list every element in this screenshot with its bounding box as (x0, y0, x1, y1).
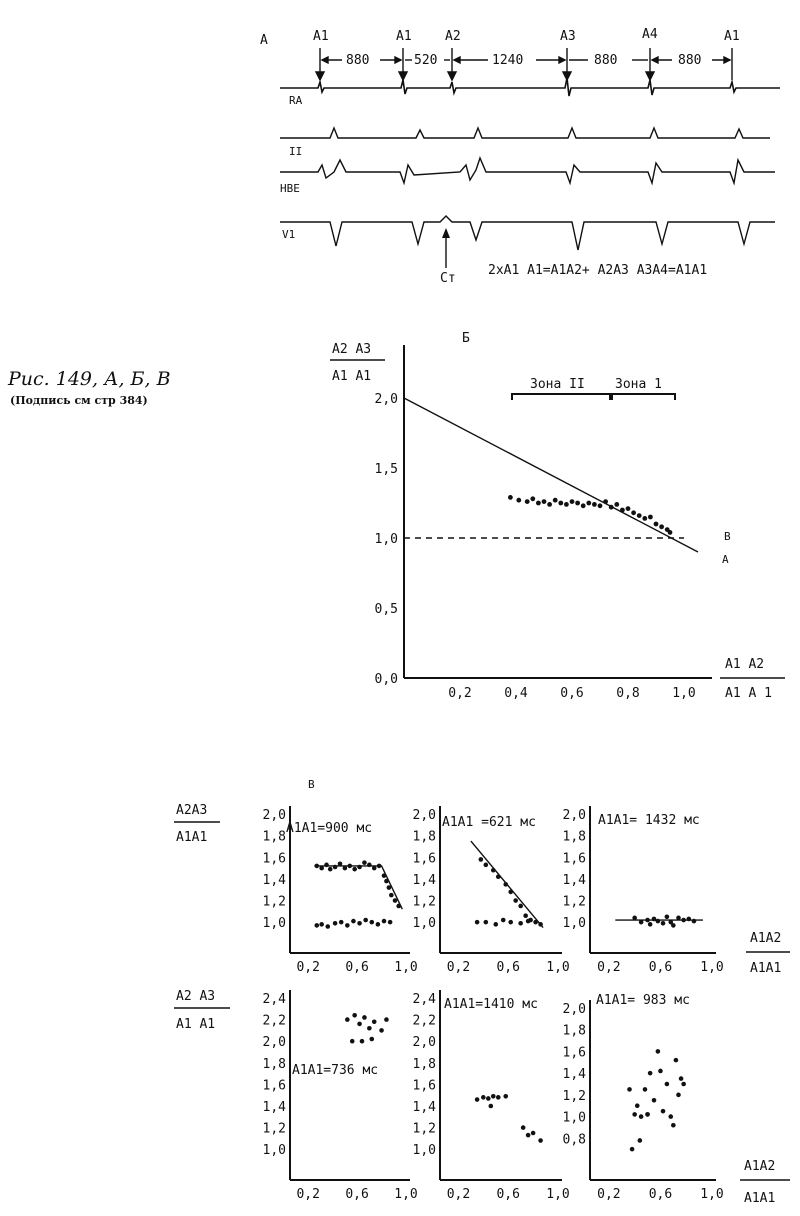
small-plot-y-tick: 1,6 (562, 851, 586, 867)
small-plot-x-tick: 0,2 (597, 960, 621, 975)
data-point (345, 923, 350, 928)
panel-c-ylabel2-bottom: A1 A1 (176, 1017, 216, 1032)
data-point (376, 922, 381, 927)
data-point (692, 919, 697, 924)
small-plot-x-tick: 0,6 (648, 960, 673, 975)
small-plot-x-tick: 0,6 (345, 960, 369, 975)
data-point (648, 515, 653, 520)
small-plot-y-tick: 1,2 (262, 894, 286, 910)
data-point (570, 499, 575, 504)
small-plot-x-tick: 0,2 (446, 1187, 471, 1202)
trace-v1 (280, 216, 775, 250)
panel-b-xlabel-top: A1 A2 (725, 657, 765, 672)
line-a-label: A (722, 553, 729, 566)
data-point (382, 919, 387, 924)
small-plot-label: A1A1= 1432 мс (598, 813, 700, 828)
interval-value: 880 (594, 53, 618, 68)
data-point (654, 522, 659, 527)
data-point (564, 502, 569, 507)
data-point (658, 1069, 663, 1074)
panel-a-label: А (260, 33, 268, 48)
small-plot-label: A1A1=1410 мс (444, 997, 538, 1012)
data-point (533, 920, 538, 925)
small-plot-y-tick: 1,8 (262, 1056, 286, 1072)
data-point (387, 885, 392, 890)
panel-c-ylabel-bottom: A1A1 (176, 830, 208, 845)
panel-c-plots (263, 806, 724, 1202)
small-plot-y-tick: 2,0 (562, 808, 586, 823)
small-plot-y-tick: 1,4 (412, 1100, 436, 1115)
data-point (489, 1104, 494, 1109)
stim-label: Ст (440, 271, 456, 286)
small-plot-y-tick: 1,0 (412, 916, 436, 932)
panel-a (260, 27, 780, 286)
data-point (388, 920, 393, 925)
data-point (501, 918, 506, 923)
small-plot-y-tick: 1,8 (562, 829, 586, 845)
small-plot-y-tick: 1,0 (562, 916, 586, 932)
small-plot-y-tick: 1,8 (262, 829, 286, 845)
data-point (360, 1039, 365, 1044)
data-point (614, 502, 619, 507)
data-point (659, 524, 664, 529)
panel-b-label: Б (462, 331, 470, 346)
data-point (338, 861, 343, 866)
data-point (542, 499, 547, 504)
data-point (676, 1093, 681, 1098)
panel-b-y-tick: 0,0 (374, 672, 398, 687)
data-point (620, 508, 625, 513)
data-point (648, 1071, 653, 1076)
small-plot-x-tick: 0,6 (345, 1187, 369, 1202)
panel-c-xlabel2-bottom: A1A1 (744, 1191, 776, 1206)
small-plot-y-tick: 1,6 (262, 1078, 286, 1094)
marker-label: A1 (396, 29, 412, 44)
small-plot (263, 990, 418, 1202)
panel-b-x-tick: 0,6 (560, 686, 584, 701)
panel-b-y-tick: 1,5 (374, 462, 398, 477)
small-plot-x-tick: 0,2 (296, 1187, 320, 1202)
lead-label-hbe: HBE (280, 182, 300, 195)
data-point (637, 513, 642, 518)
small-plot (263, 806, 418, 975)
panel-b-y-tick: 0,5 (374, 602, 398, 617)
data-point (350, 1039, 355, 1044)
panel-c (174, 778, 790, 1206)
lead-label-ii: II (289, 145, 303, 158)
data-point (496, 1095, 501, 1100)
data-point (639, 920, 644, 925)
panel-b-x-tick: 0,2 (448, 686, 472, 701)
data-point (681, 918, 686, 923)
data-point (389, 893, 394, 898)
small-plot-y-tick: 1,8 (562, 1023, 586, 1039)
small-plot (563, 993, 724, 1202)
data-point (484, 920, 489, 925)
data-point (536, 501, 541, 506)
small-plot-y-tick: 2,0 (412, 808, 436, 823)
trace-ra (280, 78, 780, 96)
data-point (521, 1125, 526, 1130)
data-point (518, 904, 523, 909)
trace-ii (280, 128, 770, 138)
data-point (513, 898, 518, 903)
data-point (627, 1087, 632, 1092)
data-point (351, 919, 356, 924)
data-point (681, 1082, 686, 1087)
small-plot-y-tick: 2,0 (262, 808, 286, 823)
panel-c-xlabel2-top: A1A2 (744, 1159, 776, 1174)
series-a-line (404, 398, 698, 552)
data-point (367, 1026, 372, 1031)
data-point (333, 865, 338, 870)
data-point (631, 510, 636, 515)
data-point (508, 920, 513, 925)
data-point (581, 503, 586, 508)
data-point (475, 920, 480, 925)
data-point (523, 913, 528, 918)
panel-b-x-tick: 0,4 (504, 686, 528, 701)
data-point (547, 502, 552, 507)
data-point (339, 920, 344, 925)
small-plot-y-tick: 1,4 (412, 872, 436, 888)
small-plot-y-tick: 1,6 (412, 1078, 436, 1094)
data-point (352, 867, 357, 872)
data-point (496, 874, 501, 879)
stim-arrowhead (442, 228, 450, 238)
zone-1-bracket (612, 394, 675, 400)
data-point (508, 890, 513, 895)
data-point (553, 498, 558, 503)
data-point (538, 1138, 543, 1143)
panel-c-ylabel-top: A2A3 (176, 803, 208, 818)
panel-b-ylabel-bottom: A1 A1 (332, 369, 372, 384)
data-point (603, 499, 608, 504)
small-plot-x-tick: 0,6 (496, 1187, 520, 1202)
data-point (333, 921, 338, 926)
data-point (661, 1109, 666, 1114)
data-point (635, 1103, 640, 1108)
data-point (575, 501, 580, 506)
zone-2-label: Зона II (530, 377, 585, 392)
zone-2-bracket (512, 394, 610, 400)
data-point (674, 1058, 679, 1063)
trace-hbe (280, 158, 775, 183)
panel-c-xlabel-bottom: A1A1 (750, 961, 782, 976)
small-plot-x-tick: 0,6 (496, 960, 520, 975)
data-point (369, 920, 374, 925)
interval-value: 1240 (492, 53, 524, 68)
data-point (665, 914, 670, 919)
panel-b-y-tick: 2,0 (374, 392, 398, 407)
small-plot-y-tick: 1,0 (262, 1143, 286, 1159)
data-point (503, 1094, 508, 1099)
small-plot-y-tick: 1,2 (562, 894, 586, 910)
data-point (396, 904, 401, 909)
small-plot-y-tick: 1,6 (412, 851, 436, 867)
small-plot-x-tick: 1,0 (700, 1187, 724, 1202)
data-point (652, 917, 657, 922)
data-point (357, 921, 362, 926)
data-point (525, 499, 530, 504)
lead-label-ra: RA (289, 94, 303, 107)
panel-b-ylabel-top: A2 A3 (332, 342, 372, 357)
data-point (345, 1017, 350, 1022)
interval-value: 880 (678, 53, 702, 68)
data-point (347, 864, 352, 869)
line-b-label: B (724, 530, 731, 543)
data-point (656, 1049, 661, 1054)
small-plot-y-tick: 1,4 (562, 872, 586, 888)
small-plot-label: A1A1=736 мс (292, 1063, 379, 1078)
data-point (314, 923, 319, 928)
small-plot-x-tick: 0,2 (296, 960, 320, 975)
data-point (645, 918, 650, 923)
small-plot-x-tick: 0,6 (648, 1187, 673, 1202)
data-point (362, 860, 367, 865)
marker-label: A1 (313, 29, 329, 44)
data-point (687, 917, 692, 922)
data-point (558, 501, 563, 506)
small-plot-y-tick: 1,4 (562, 1067, 586, 1083)
data-point (592, 502, 597, 507)
data-point (486, 1096, 491, 1101)
marker-label: A2 (445, 29, 461, 44)
interval-value: 520 (414, 53, 438, 68)
data-point (362, 1015, 367, 1020)
data-point (538, 922, 543, 927)
small-plot-x-tick: 1,0 (394, 1187, 418, 1202)
data-point (639, 1114, 644, 1119)
data-point (357, 865, 362, 870)
small-plot-y-tick: 1,8 (412, 1056, 436, 1072)
figure-caption-title: Рис. 149, А, Б, В (8, 368, 171, 390)
lead-label-v1: V1 (282, 228, 296, 241)
panel-b-x-tick: 0,8 (616, 686, 640, 701)
data-point (643, 1087, 648, 1092)
small-plot-y-tick: 1,2 (412, 894, 436, 910)
data-point (516, 498, 521, 503)
small-plot-y-tick: 2,0 (412, 1035, 436, 1051)
data-point (379, 1028, 384, 1033)
small-plot-y-tick: 0,8 (562, 1132, 586, 1148)
data-point (626, 506, 631, 511)
panel-c-ylabel2-top: A2 A3 (176, 989, 216, 1004)
marker-arrows (316, 48, 732, 80)
figure-caption-note: (Подпись см стр 384) (10, 394, 148, 407)
interval-value: 880 (346, 53, 370, 68)
small-plot-x-tick: 1,0 (394, 960, 418, 975)
small-plot-y-tick: 1,4 (262, 872, 286, 888)
small-plot-y-tick: 2,0 (562, 1002, 586, 1017)
small-plot-y-tick: 1,8 (412, 829, 436, 845)
small-plot-y-tick: 2,2 (412, 1013, 436, 1029)
data-point (598, 503, 603, 508)
small-plot-y-tick: 2,0 (262, 1035, 286, 1051)
data-point (665, 1082, 670, 1087)
small-plot-y-tick: 1,4 (262, 1100, 286, 1115)
small-plot-x-tick: 1,0 (700, 960, 724, 975)
panel-b-y-ticks (375, 392, 398, 687)
marker-label: A4 (642, 27, 658, 42)
data-point (314, 864, 319, 869)
data-point (377, 864, 382, 869)
small-plot-y-tick: 1,2 (412, 1121, 436, 1137)
small-plot-y-tick: 1,6 (262, 851, 286, 867)
data-point (357, 1022, 362, 1027)
data-point (530, 496, 535, 501)
panel-b (330, 331, 785, 701)
small-plot-label: A1A1=900 мс (286, 821, 373, 836)
data-point (352, 1013, 357, 1018)
panel-b-x-ticks (448, 686, 695, 701)
panel-c-label: В (308, 778, 315, 791)
data-point (632, 1112, 637, 1117)
data-point (661, 921, 666, 926)
data-point (328, 867, 333, 872)
data-point (481, 1095, 486, 1100)
data-point (508, 495, 513, 500)
small-plot-label: A1A1= 983 мс (596, 993, 690, 1008)
data-point (319, 922, 324, 927)
data-point (491, 1094, 496, 1099)
small-plot-x-tick: 1,0 (546, 960, 570, 975)
data-point (491, 868, 496, 873)
small-plot-y-tick: 1,6 (562, 1045, 586, 1061)
small-plot (563, 806, 724, 975)
small-plot-y-tick: 1,0 (262, 916, 286, 932)
marker-label: A3 (560, 29, 576, 44)
small-plot-x-tick: 0,2 (597, 1187, 621, 1202)
data-point (367, 863, 372, 868)
small-plot-y-tick: 1,0 (412, 1143, 436, 1159)
data-point (668, 530, 673, 535)
panel-b-xlabel-bottom: A1 A 1 (725, 686, 772, 701)
data-point (325, 924, 330, 929)
data-point (484, 863, 489, 868)
data-point (586, 501, 591, 506)
data-point (671, 923, 676, 928)
data-point (479, 857, 484, 862)
data-point (372, 1019, 377, 1024)
data-point (531, 1131, 536, 1136)
data-point (676, 916, 681, 921)
small-plot-x-tick: 0,2 (446, 960, 471, 975)
data-point (645, 1112, 650, 1117)
panel-b-x-tick: 1,0 (672, 686, 696, 701)
small-plot-y-tick: 2,2 (262, 1013, 286, 1029)
small-plot-y-tick: 1,0 (562, 1110, 586, 1126)
data-point (671, 1123, 676, 1128)
data-point (638, 1138, 643, 1143)
small-plot (413, 806, 570, 975)
panel-a-formula: 2xA1 A1=A1A2+ A2A3 A3A4=A1A1 (488, 263, 708, 278)
data-point (493, 922, 498, 927)
data-point (642, 516, 647, 521)
data-point (656, 919, 661, 924)
data-point (526, 919, 531, 924)
data-point (382, 873, 387, 878)
small-plot-y-tick: 2,4 (262, 992, 286, 1007)
data-point (609, 505, 614, 510)
data-point (630, 1147, 635, 1152)
data-point (384, 879, 389, 884)
small-plot-y-tick: 1,2 (562, 1088, 586, 1104)
small-plot-label: A1A1 =621 мс (442, 815, 536, 830)
small-plot-y-tick: 2,4 (412, 992, 436, 1007)
zone-1-label: Зона 1 (615, 377, 662, 392)
data-point (372, 866, 377, 871)
small-plot-x-tick: 1,0 (546, 1187, 570, 1202)
panel-c-xlabel-top: A1A2 (750, 931, 782, 946)
data-point (393, 898, 398, 903)
data-point (343, 866, 348, 871)
data-point (384, 1017, 389, 1022)
data-point (679, 1076, 684, 1081)
data-point (503, 882, 508, 887)
small-plot-y-tick: 1,2 (262, 1121, 286, 1137)
small-plot (413, 990, 570, 1202)
panel-b-y-tick: 1,0 (374, 532, 398, 547)
marker-label: A1 (724, 29, 740, 44)
data-point (363, 918, 368, 923)
data-point (668, 1114, 673, 1119)
data-point (518, 921, 523, 926)
data-point (475, 1097, 480, 1102)
data-point (648, 922, 653, 927)
data-point (652, 1098, 657, 1103)
data-point (319, 866, 324, 871)
data-point (632, 916, 637, 921)
data-point (526, 1133, 531, 1138)
data-point (324, 863, 329, 868)
data-point (369, 1037, 374, 1042)
